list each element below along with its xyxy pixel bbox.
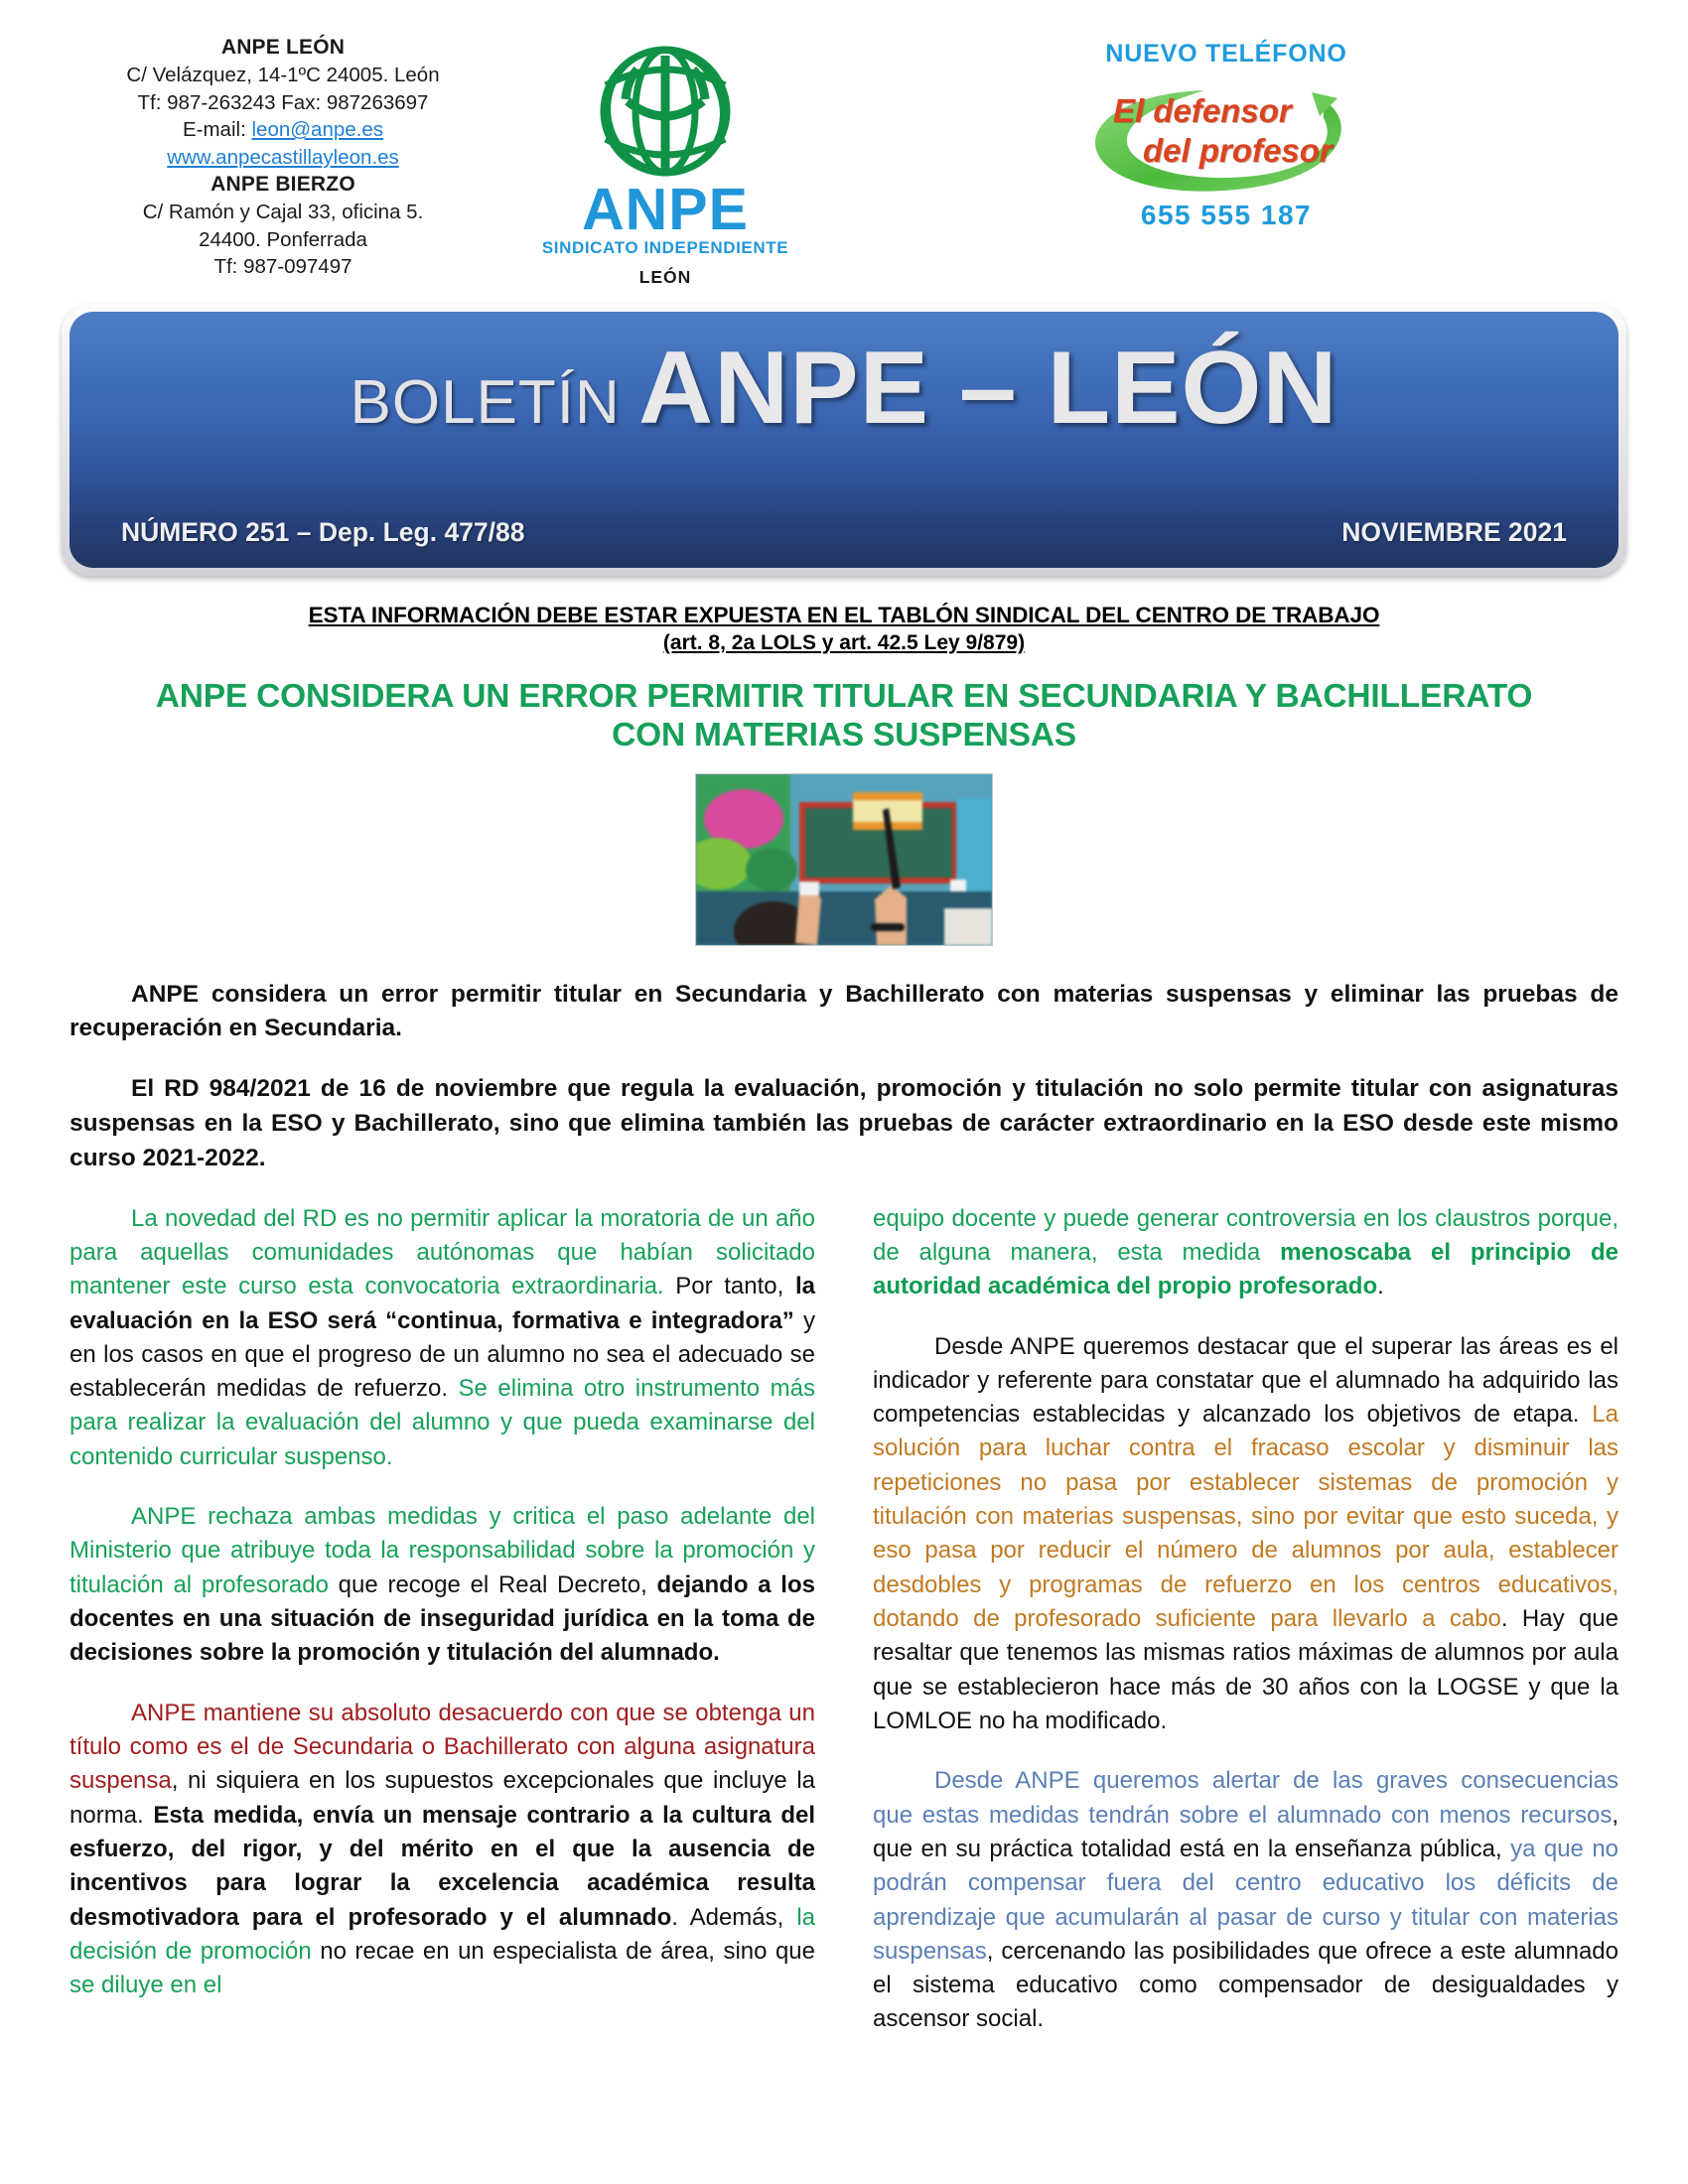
rp3-s1: Desde ANPE queremos alertar de las graves consecuencias que estas medidas tendrán sobre el alumnado con menos recursos: [873, 1767, 1618, 1829]
right-paragraph-2: [873, 1330, 1618, 1739]
email-label: E-mail:: [182, 118, 246, 142]
globe-icon: [566, 40, 765, 187]
banner-date: NOVIEMBRE 2021: [1341, 517, 1567, 547]
banner-title-small: BOLETÍN: [350, 368, 621, 437]
logo-province: LEÓN: [638, 267, 692, 288]
lp3-s5: la decisión de promoción: [70, 1903, 815, 1965]
lp2-s3: dejando a los docentes en una situación de inseguridad jurídica en la toma de decisiones sobre la promoción y titulación del alumnado.: [70, 1570, 815, 1667]
body-columns: [70, 1202, 1618, 2063]
rp2-s2: La solución para luchar contra el fracaso escolar y disminuir las repeticiones no pasa por establecer sistemas de promoción y titulación con materias suspensas, sino por evitar que esto suceda, y eso pasa por reducir el número de alumnos por aula, establecer desdobles y programas de refuerzo en los centros educativos, dotando de profesorado suficiente para llevarlo a cabo: [873, 1401, 1618, 1633]
lp1-s1: La novedad del RD es no permitir aplicar la moratoria de un año para aquellas comunidades autónomas que habían solicitado mantener este curso esta convocatoria extraordinaria.: [70, 1204, 815, 1300]
lp3-s3: Esta medida, envía un mensaje contrario a la cultura del esfuerzo, del rigor, y del mérito en el que la ausencia de incentivos para lograr la excelencia académica resulta desmotivadora para el profesorado y el alumnado: [70, 1801, 815, 1931]
article-headline: ANPE CONSIDERA UN ERROR PERMITIR TITULAR EN SECUNDARIA Y BACHILLERATO CON MATERIAS SUSPENSAS: [155, 677, 1533, 754]
posting-notice: [0, 602, 1688, 657]
anpe-bierzo-phone: Tf: 987-097497: [213, 255, 352, 279]
article-photo-wrap: [0, 773, 1688, 946]
notice-line-1: ESTA INFORMACIÓN DEBE ESTAR EXPUESTA EN EL TABLÓN SINDICAL DEL CENTRO DE TRABAJO: [308, 603, 1380, 627]
bulletin-banner: [62, 304, 1626, 576]
rp3-s2: , que en su práctica totalidad está en la enseñanza pública,: [873, 1801, 1618, 1862]
anpe-leon-address: C/ Velázquez, 14-1ºC 24005. León: [126, 64, 440, 87]
rp1-s3: .: [1377, 1273, 1384, 1300]
banner-title: [70, 330, 1618, 448]
lp1-s3: la evaluación en la ESO será “continua, formativa e integradora”: [70, 1273, 815, 1334]
defensor-phone: 655 555 187: [1140, 200, 1313, 230]
website-link[interactable]: www.anpecastillayleon.es: [167, 145, 399, 169]
rp3-s4: , cercenando las posibilidades que ofrece a este alumnado el sistema educativo como compensador de desigualdades y ascensor social.: [873, 1937, 1618, 2033]
rp3-s3: ya que no podrán compensar fuera del centro educativo los déficits de aprendizaje que acumularán al pasar de curso y titular con materias suspensas: [873, 1835, 1619, 1965]
logo-tagline: SINDICATO INDEPENDIENTE: [541, 238, 789, 258]
defensor-badge: [1077, 70, 1375, 202]
lp1-s5: Se elimina otro instrumento más para realizar la evaluación del alumno y que pueda examinarse del contenido curricular suspenso.: [70, 1375, 815, 1470]
banner-issue: NÚMERO 251 – Dep. Leg. 477/88: [121, 517, 525, 547]
anpe-logo: [496, 34, 834, 288]
left-paragraph-1: [70, 1202, 815, 1475]
rp2-s3: . Hay que resaltar que tenemos las mismas ratios máximas de alumnos por aula que se establecieron hace más de 30 años con la LOGSE y que la LOMLOE no ha modificado.: [873, 1605, 1618, 1734]
banner-title-big: ANPE – LEÓN: [638, 331, 1338, 446]
lp3-s2: , ni siquiera en los supuestos excepcionales que incluye la norma.: [70, 1767, 815, 1829]
rp2-s1: Desde ANPE queremos destacar que el superar las áreas es el indicador y referente para constatar que el alumnado ha adquirido las competencias establecidas y alcanzado los objetivos de etapa.: [873, 1332, 1618, 1429]
lp3-s4: . Además,: [671, 1903, 797, 1931]
anpe-bierzo-heading: ANPE BIERZO: [211, 173, 355, 196]
email-link[interactable]: leon@anpe.es: [251, 118, 384, 142]
anpe-bierzo-city: 24400. Ponferrada: [199, 227, 367, 251]
right-column: [873, 1202, 1618, 2063]
banner-inner: [70, 312, 1618, 568]
intro-block: [70, 978, 1618, 1176]
defensor-line2: del profesor: [1143, 132, 1333, 169]
rp1-s2: menoscaba el principio de autoridad académica del propio profesorado: [873, 1238, 1618, 1300]
lp2-s2: que recoge el Real Decreto,: [328, 1570, 657, 1598]
right-paragraph-3: [873, 1764, 1618, 2037]
anpe-leon-email-row: [70, 116, 496, 143]
logo-wordmark: ANPE: [582, 177, 749, 242]
defensor-line1: El defensor: [1113, 92, 1292, 129]
lp2-s1: ANPE rechaza ambas medidas y critica el paso adelante del Ministerio que atribuye toda la responsabilidad sobre la promoción y titulación al profesorado: [70, 1503, 815, 1598]
left-paragraph-3: [70, 1697, 815, 2003]
anpe-bierzo-address: C/ Ramón y Cajal 33, oficina 5.: [142, 201, 424, 224]
masthead: [0, 0, 1688, 298]
banner-footer: [121, 517, 1567, 548]
defensor-block: [834, 34, 1618, 231]
left-paragraph-2: [70, 1500, 815, 1671]
left-column: [70, 1202, 815, 2063]
notice-line-2: (art. 8, 2a LOLS y art. 42.5 Ley 9/879): [662, 630, 1026, 654]
lp1-s4: y en los casos en que el progreso de un alumno no sea el adecuado se establecerán medidas de refuerzo.: [70, 1306, 815, 1403]
lp3-s1: ANPE mantiene su absoluto desacuerdo con que se obtenga un título como es el de Secundaria o Bachillerato con alguna asignatura suspensa: [70, 1699, 815, 1795]
lp3-s6: no recae en un especialista de área, sino que: [311, 1937, 815, 1965]
lp1-s2: Por tanto,: [663, 1273, 795, 1300]
intro-paragraph-2: El RD 984/2021 de 16 de noviembre que regula la evaluación, promoción y titulación no solo permite titular con asignaturas suspensas en la ESO y Bachillerato, sino que elimina también las pruebas de carácter extraordinario en la ESO desde este mismo curso 2021-2022.: [70, 1075, 1618, 1171]
nuevo-telefono-label: NUEVO TELÉFONO: [1105, 40, 1347, 68]
right-paragraph-1: [873, 1202, 1618, 1304]
classroom-photo: [695, 773, 993, 946]
contact-block: [70, 34, 496, 281]
anpe-leon-phone: Tf: 987-263243 Fax: 987263697: [137, 90, 429, 114]
intro-paragraph-1: ANPE considera un error permitir titular en Secundaria y Bachillerato con materias suspensas y eliminar las pruebas de recuperación en Secundaria.: [70, 980, 1618, 1042]
lp3-s7: se diluye en el: [70, 1972, 222, 1999]
rp1-s1: equipo docente y puede generar controversia en los claustros porque, de alguna manera, esta medida: [873, 1204, 1618, 1266]
anpe-leon-heading: ANPE LEÓN: [220, 36, 346, 59]
